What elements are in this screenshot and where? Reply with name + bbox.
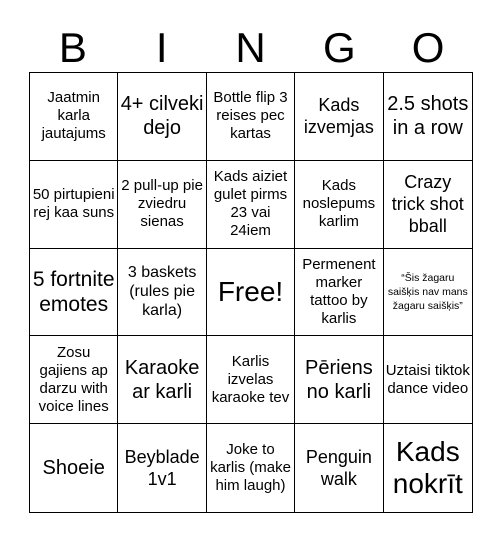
header-letter-o: O <box>411 24 446 71</box>
bingo-cell[interactable]: Penguin walk <box>295 424 383 512</box>
bingo-cell[interactable]: Jaatmin karla jautajums <box>30 73 118 161</box>
header-letter-i: I <box>155 24 169 71</box>
bingo-cell[interactable]: “Šis žagaru saišķis nav mans žagaru saišķis” <box>384 249 472 337</box>
bingo-cell[interactable]: Karaoke ar karli <box>118 336 206 424</box>
bingo-header <box>29 24 473 72</box>
bingo-cell[interactable]: Zosu gajiens ap darzu with voice lines <box>30 336 118 424</box>
bingo-cell[interactable]: Beyblade 1v1 <box>118 424 206 512</box>
bingo-cell[interactable]: 4+ cilveki dejo <box>118 73 206 161</box>
bingo-cell[interactable]: 5 fortnite emotes <box>30 249 118 337</box>
bingo-cell[interactable]: Uztaisi tiktok dance video <box>384 336 472 424</box>
bingo-cell[interactable]: 3 baskets (rules pie karla) <box>118 249 206 337</box>
bingo-cell[interactable]: Kads noslepums karlim <box>295 161 383 249</box>
bingo-cell[interactable]: 2.5 shots in a row <box>384 73 472 161</box>
bingo-cell[interactable]: Crazy trick shot bball <box>384 161 472 249</box>
bingo-cell[interactable]: Pēriens no karli <box>295 336 383 424</box>
bingo-cell[interactable]: Joke to karlis (make him laugh) <box>207 424 295 512</box>
bingo-cell[interactable]: 2 pull-up pie zviedru sienas <box>118 161 206 249</box>
bingo-cell[interactable]: Kads nokrīt <box>392 436 463 500</box>
bingo-cell[interactable]: 50 pirtupieni rej kaa suns <box>30 161 118 249</box>
bingo-cell[interactable]: Permenent marker tattoo by karlis <box>295 249 383 337</box>
header-letter-b: B <box>58 24 88 71</box>
bingo-cell[interactable]: Kads aiziet gulet pirms 23 vai 24iem <box>207 161 295 249</box>
bingo-cell[interactable]: Karlis izvelas karaoke tev <box>207 336 295 424</box>
bingo-cell[interactable]: Bottle flip 3 reises pec kartas <box>207 73 295 161</box>
bingo-cell[interactable]: Kads izvemjas <box>295 73 383 161</box>
bingo-board <box>29 72 473 513</box>
header-letter-n: N <box>235 24 267 71</box>
header-letter-g: G <box>322 24 357 71</box>
free-space[interactable]: Free! <box>207 249 295 337</box>
bingo-cell[interactable]: Shoeie <box>30 424 118 512</box>
